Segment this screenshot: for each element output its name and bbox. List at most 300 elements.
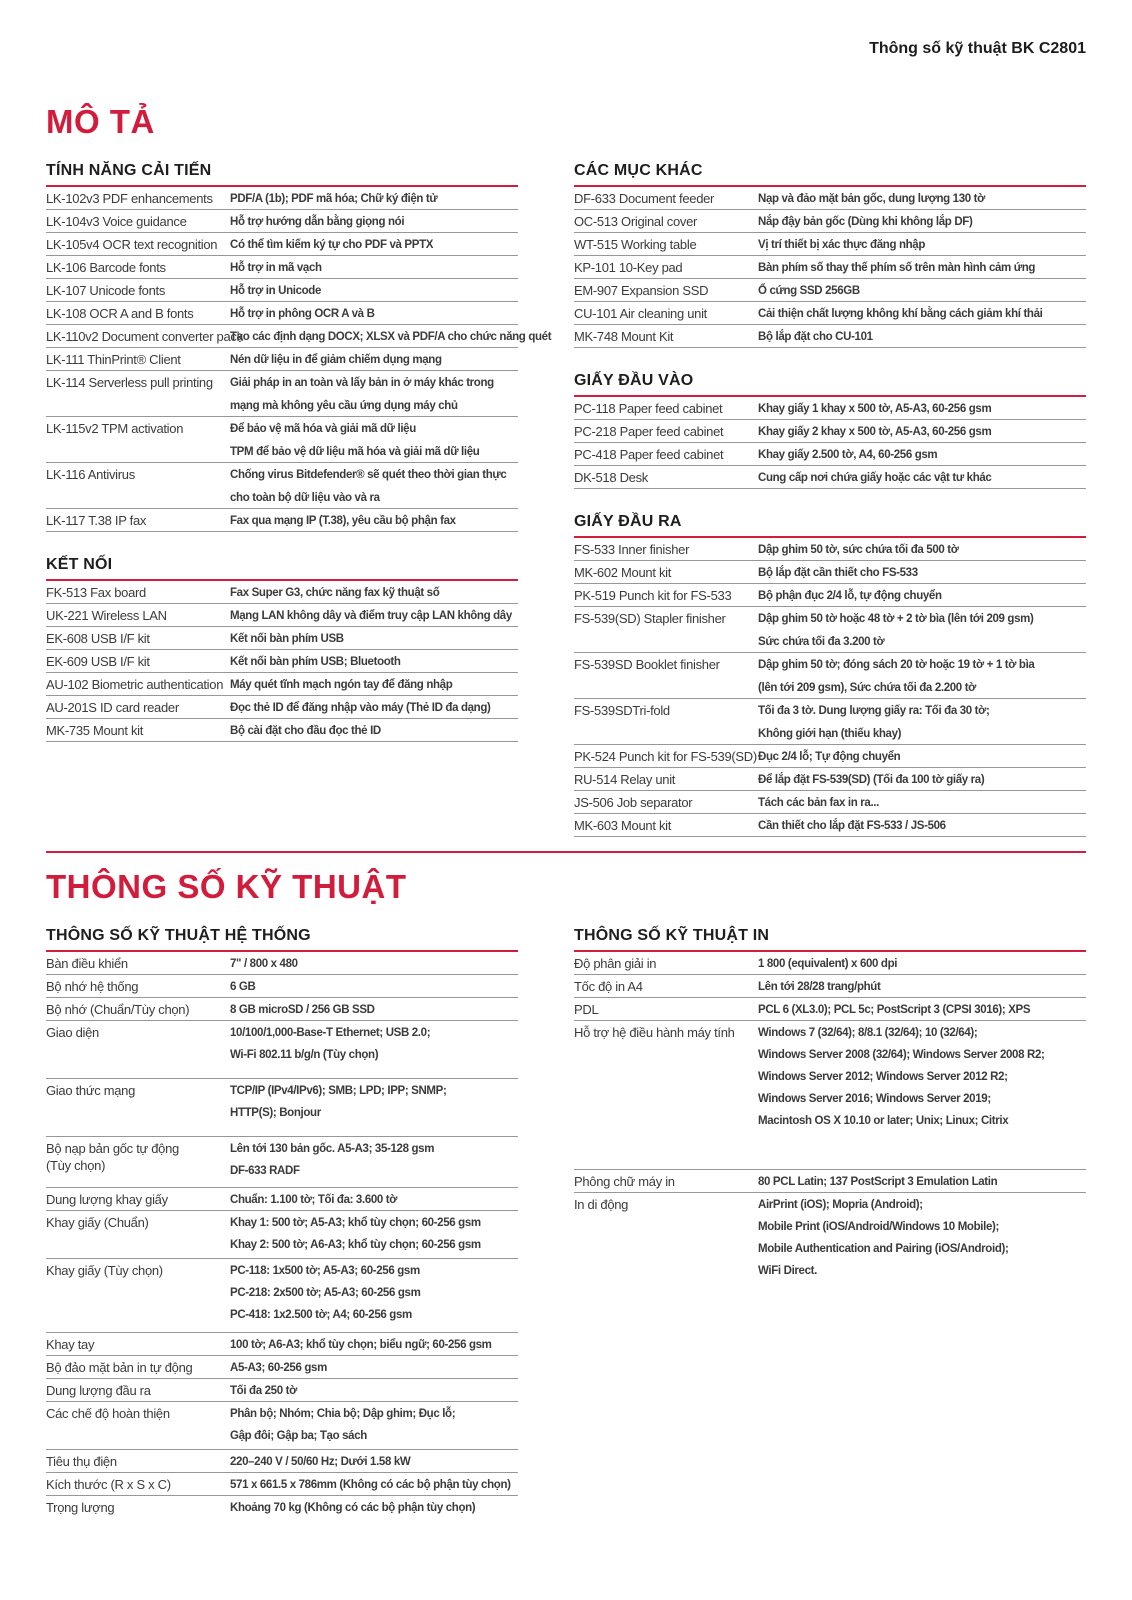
specifications-column-right (574, 927, 1086, 1518)
row-desc (758, 328, 1086, 345)
row-label (574, 748, 758, 765)
row-desc (758, 702, 1086, 742)
row-desc-line: Dập ghim 50 tờ; đóng sách 20 tờ hoặc 19 tờ + 1 tờ bìa (758, 659, 1035, 671)
spec-row (46, 463, 518, 509)
row-label (46, 1214, 230, 1231)
spec-section (46, 162, 552, 532)
description-grid (46, 162, 1086, 837)
row-desc (758, 978, 1086, 995)
spec-row (46, 650, 518, 673)
row-desc-line: Không giới hạn (thiếu khay) (758, 728, 902, 740)
row-desc-line: Cần thiết cho lắp đặt FS-533 / JS-506 (758, 820, 946, 832)
row-desc-line: Tách các bản fax in ra... (758, 797, 879, 809)
row-desc-line: 6 GB (230, 981, 256, 993)
row-desc-line: Hỗ trợ hướng dẫn bằng giọng nói (230, 216, 405, 228)
row-label-line: LK-107 Unicode fonts (46, 283, 166, 298)
row-desc-line: Chuẩn: 1.100 tờ; Tối đa: 3.600 tờ (230, 1194, 398, 1206)
row-desc-line: Bàn phím số thay thế phím số trên màn hình cảm ứng (758, 262, 1036, 274)
row-desc (230, 328, 552, 345)
row-desc (230, 351, 518, 368)
spec-row (46, 256, 518, 279)
spec-row (574, 302, 1086, 325)
row-desc (230, 466, 518, 506)
row-desc-line: 80 PCL Latin; 137 PostScript 3 Emulation Latin (758, 1176, 998, 1188)
row-desc-line: Nạp và đảo mặt bản gốc, dung lượng 130 tờ (758, 193, 985, 205)
section-rows (574, 397, 1086, 489)
row-label (46, 722, 230, 739)
row-desc (230, 374, 518, 414)
spec-row (574, 233, 1086, 256)
row-desc (758, 610, 1086, 650)
row-desc (230, 653, 518, 670)
row-label (46, 1499, 230, 1516)
document-title: Thông số kỹ thuật BK C2801 (869, 40, 1086, 57)
spec-row (574, 975, 1086, 998)
row-label-line: Giao thức mạng (46, 1083, 136, 1098)
row-desc (230, 584, 518, 601)
row-desc-line: (lên tới 209 gsm), Sức chứa tối đa 2.200 tờ (758, 682, 976, 694)
row-label-line: FK-513 Fax board (46, 585, 146, 600)
row-label-line: FS-539SDTri-fold (574, 703, 670, 718)
spec-section (46, 556, 518, 742)
row-label (46, 1359, 230, 1376)
row-label-line: FS-533 Inner finisher (574, 542, 690, 557)
row-desc-line: cho toàn bộ dữ liệu vào và ra (230, 492, 380, 504)
spec-row (46, 233, 518, 256)
spec-row (46, 1188, 518, 1211)
row-desc (230, 978, 518, 995)
spec-row (574, 561, 1086, 584)
row-label-line: PC-118 Paper feed cabinet (574, 401, 723, 416)
spec-row (46, 1137, 518, 1188)
spec-row (46, 673, 518, 696)
row-desc-line: Fax qua mạng IP (T.38), yêu cầu bộ phận fax (230, 515, 456, 527)
row-desc (230, 955, 518, 972)
row-desc-line: Macintosh OS X 10.10 or later; Unix; Linux; Citrix (758, 1115, 1009, 1127)
row-label-line: Giao diện (46, 1025, 99, 1040)
row-label (46, 512, 230, 529)
row-desc (230, 1336, 518, 1353)
row-label-line: FS-539SD Booklet finisher (574, 657, 720, 672)
spec-row (46, 509, 518, 532)
row-desc-line: Windows Server 2012; Windows Server 2012 R2; (758, 1071, 1008, 1083)
row-label (574, 610, 758, 627)
row-desc (230, 1191, 518, 1208)
row-desc-line: Mobile Print (iOS/Android/Windows 10 Mobile); (758, 1221, 999, 1233)
row-desc (230, 282, 518, 299)
row-label (46, 1024, 230, 1041)
row-label (46, 607, 230, 624)
spec-row (574, 1193, 1086, 1281)
spec-row (46, 187, 518, 210)
row-label (46, 1336, 230, 1353)
row-label (46, 676, 230, 693)
row-desc-line: Nắp đậy bản gốc (Dùng khi không lắp DF) (758, 216, 973, 228)
row-desc-line: Mobile Authentication and Pairing (iOS/Android); (758, 1243, 1009, 1255)
row-desc-line: Để bảo vệ mã hóa và giải mã dữ liệu (230, 423, 416, 435)
row-desc-line: Lên tới 130 bản gốc. A5-A3; 35-128 gsm (230, 1143, 435, 1155)
description-column-left (46, 162, 552, 837)
row-label-line: CU-101 Air cleaning unit (574, 306, 707, 321)
row-desc (758, 282, 1086, 299)
spec-row (46, 210, 518, 233)
section-rows (574, 952, 1086, 1281)
spec-section (574, 927, 1086, 1281)
row-label-line: Bộ nhớ (Chuẩn/Tùy chọn) (46, 1002, 190, 1017)
row-desc-line: Windows Server 2008 (32/64); Windows Server 2008 R2; (758, 1049, 1045, 1061)
spec-row (46, 1450, 518, 1473)
row-label (46, 374, 230, 391)
row-label (574, 1001, 758, 1018)
section-rows (46, 952, 518, 1518)
row-label (574, 587, 758, 604)
spec-section (574, 513, 1086, 837)
spec-row (574, 699, 1086, 745)
row-label-line: LK-114 Serverless pull printing (46, 375, 213, 390)
row-desc (758, 446, 1086, 463)
row-label (574, 1173, 758, 1190)
row-label (574, 1196, 758, 1213)
spec-row (46, 1473, 518, 1496)
spec-row (46, 581, 518, 604)
row-label (574, 656, 758, 673)
row-desc-line: Tạo các định dạng DOCX; XLSX và PDF/A cho chức năng quét (230, 331, 552, 343)
row-label-line: In di động (574, 1197, 629, 1212)
row-label-line: EK-608 USB I/F kit (46, 631, 150, 646)
row-label-line: AU-102 Biometric authentication (46, 677, 224, 692)
row-desc-line: PCL 6 (XL3.0); PCL 5c; PostScript 3 (CPSI 3016); XPS (758, 1004, 1031, 1016)
row-desc-line: TPM để bảo vệ dữ liệu mã hóa và giải mã dữ liệu (230, 446, 480, 458)
row-label-line: MK-735 Mount kit (46, 723, 144, 738)
row-label-line: Khay giấy (Tùy chọn) (46, 1263, 163, 1278)
row-label (46, 1476, 230, 1493)
row-desc (230, 1476, 518, 1493)
row-desc-line: Sức chứa tối đa 3.200 tờ (758, 636, 885, 648)
row-desc-line: Cải thiện chất lượng không khí bằng cách giảm khí thải (758, 308, 1043, 320)
row-label-line: Bộ đảo mặt bản in tự động (46, 1360, 193, 1375)
row-desc (758, 541, 1086, 558)
spec-row (46, 417, 518, 463)
row-desc-line: WiFi Direct. (758, 1265, 817, 1277)
row-desc (230, 1001, 518, 1018)
row-desc-line: Hỗ trợ in mã vạch (230, 262, 322, 274)
row-desc (230, 1405, 518, 1444)
row-label-line: Trọng lượng (46, 1500, 115, 1515)
row-desc-line: DF-633 RADF (230, 1165, 300, 1177)
row-desc (230, 259, 518, 276)
row-label (46, 236, 230, 253)
section-divider (46, 851, 1086, 853)
row-desc-line: Windows Server 2016; Windows Server 2019; (758, 1093, 991, 1105)
row-label-line: PK-524 Punch kit for FS-539(SD) (574, 749, 757, 764)
row-label-line: MK-602 Mount kit (574, 565, 672, 580)
spec-row (46, 1211, 518, 1259)
description-heading: MÔ TẢ (46, 103, 155, 140)
specifications-column-left (46, 927, 518, 1518)
row-label-line: LK-104v3 Voice guidance (46, 214, 187, 229)
row-label-line: DK-518 Desk (574, 470, 649, 485)
row-desc-line: Kết nối bàn phím USB (230, 633, 344, 645)
row-label-line: (Tùy chọn) (46, 1158, 106, 1173)
row-label (46, 1001, 230, 1018)
section-rows (574, 187, 1086, 348)
row-desc-line: Bộ lắp đặt cho CU-101 (758, 331, 873, 343)
row-label (46, 1191, 230, 1208)
row-desc (758, 587, 1086, 604)
row-desc (230, 1140, 518, 1179)
row-label (46, 699, 230, 716)
spec-row (46, 279, 518, 302)
spec-row (46, 325, 552, 348)
row-label-line: Dung lượng đầu ra (46, 1383, 151, 1398)
spec-row (574, 791, 1086, 814)
row-label (46, 420, 230, 437)
row-label (46, 351, 230, 368)
spec-row (574, 443, 1086, 466)
spec-section (574, 162, 1086, 348)
row-desc (230, 512, 518, 529)
spec-row (574, 210, 1086, 233)
spec-row (574, 538, 1086, 561)
row-desc-line: HTTP(S); Bonjour (230, 1107, 321, 1119)
row-desc-line: Gập đôi; Gập ba; Tạo sách (230, 1430, 367, 1442)
row-desc (758, 400, 1086, 417)
row-label (46, 328, 243, 345)
row-desc (758, 213, 1086, 230)
row-label-line: LK-111 ThinPrint® Client (46, 352, 181, 367)
row-desc-line: Giải pháp in an toàn và lấy bản in ở máy khác trong (230, 377, 494, 389)
spec-row (46, 348, 518, 371)
row-label-line: Bàn điều khiển (46, 956, 128, 971)
row-desc-line: 10/100/1,000-Base-T Ethernet; USB 2.0; (230, 1027, 431, 1039)
section-title: GIẤY ĐẦU VÀO (574, 372, 1086, 397)
row-desc (758, 656, 1086, 696)
row-desc-line: Khoảng 70 kg (Không có các bộ phận tùy chọn) (230, 1502, 476, 1514)
row-label-line: Tiêu thụ điện (46, 1454, 117, 1469)
section-title: GIẤY ĐẦU RA (574, 513, 1086, 538)
row-label (46, 1262, 230, 1279)
spec-section (574, 372, 1086, 489)
row-desc (758, 1001, 1086, 1018)
spec-row (574, 325, 1086, 348)
row-desc-line: PDF/A (1b); PDF mã hóa; Chữ ký điện tử (230, 193, 438, 205)
row-label (46, 213, 230, 230)
spec-row (46, 975, 518, 998)
row-label (574, 190, 758, 207)
row-desc-line: A5-A3; 60-256 gsm (230, 1362, 327, 1374)
row-label-line: DF-633 Document feeder (574, 191, 715, 206)
spec-row (574, 653, 1086, 699)
row-desc-line: Kết nối bàn phím USB; Bluetooth (230, 656, 401, 668)
row-desc-line: Có thể tìm kiếm ký tự cho PDF và PPTX (230, 239, 434, 251)
row-label-line: Bộ nạp bản gốc tự động (46, 1141, 179, 1156)
row-desc (230, 607, 518, 624)
row-desc (758, 748, 1086, 765)
section-rows (46, 187, 552, 532)
spec-row (46, 1496, 518, 1518)
spec-row (574, 952, 1086, 975)
row-label-line: PC-418 Paper feed cabinet (574, 447, 724, 462)
row-desc-line: 220–240 V / 50/60 Hz; Dưới 1.58 kW (230, 1456, 411, 1468)
row-label (46, 630, 230, 647)
row-desc (758, 190, 1086, 207)
row-desc-line: Vị trí thiết bị xác thực đăng nhập (758, 239, 926, 251)
row-desc-line: Bộ cài đặt cho đầu đọc thẻ ID (230, 725, 381, 737)
row-desc-line: Đục 2/4 lỗ; Tự động chuyển (758, 751, 901, 763)
row-label (46, 584, 230, 601)
row-label (574, 305, 758, 322)
section-title: CÁC MỤC KHÁC (574, 162, 1086, 187)
row-label (46, 466, 230, 483)
row-desc-line: AirPrint (iOS); Mopria (Android); (758, 1199, 923, 1211)
row-desc-line: Lên tới 28/28 trang/phút (758, 981, 881, 993)
row-label (574, 978, 758, 995)
row-label (574, 817, 758, 834)
row-desc (230, 305, 518, 322)
row-label-line: Các chế độ hoàn thiện (46, 1406, 170, 1421)
spec-row (46, 719, 518, 742)
row-label (574, 423, 758, 440)
section-title: THÔNG SỐ KỸ THUẬT HỆ THỐNG (46, 927, 518, 952)
row-desc (758, 469, 1086, 486)
row-desc-line: Dập ghim 50 tờ hoặc 48 tờ + 2 tờ bìa (lên tới 209 gsm) (758, 613, 1034, 625)
row-label-line: JS-506 Job separator (574, 795, 693, 810)
row-label-line: Dung lượng khay giấy (46, 1192, 168, 1207)
row-label-line: OC-513 Original cover (574, 214, 698, 229)
row-label (574, 446, 758, 463)
section-title: THÔNG SỐ KỸ THUẬT IN (574, 927, 1086, 952)
row-label (46, 259, 230, 276)
row-desc-line: Phân bộ; Nhóm; Chia bộ; Dập ghim; Đục lỗ; (230, 1408, 456, 1420)
row-desc (230, 236, 518, 253)
row-desc (230, 1082, 518, 1121)
row-desc (758, 305, 1086, 322)
spec-row (46, 1379, 518, 1402)
row-desc (758, 1196, 1086, 1279)
section-title: TÍNH NĂNG CẢI TIẾN (46, 162, 518, 187)
row-desc-line: Khay 1: 500 tờ; A5-A3; khổ tùy chọn; 60-256 gsm (230, 1217, 481, 1229)
spec-row (574, 584, 1086, 607)
row-desc-line: Ổ cứng SSD 256GB (758, 285, 860, 297)
row-desc (758, 794, 1086, 811)
row-label-line: RU-514 Relay unit (574, 772, 676, 787)
row-label (46, 282, 230, 299)
row-label (574, 328, 758, 345)
spec-row (574, 466, 1086, 489)
spec-row (46, 627, 518, 650)
row-label-line: PC-218 Paper feed cabinet (574, 424, 724, 439)
row-desc-line: PC-118: 1x500 tờ; A5-A3; 60-256 gsm (230, 1265, 420, 1277)
row-label (574, 469, 758, 486)
row-desc-line: 571 x 661.5 x 786mm (Không có các bộ phận tùy chọn) (230, 1479, 511, 1491)
row-desc-line: Máy quét tĩnh mạch ngón tay để đăng nhập (230, 679, 453, 691)
row-desc-line: Wi-Fi 802.11 b/g/n (Tùy chọn) (230, 1049, 379, 1061)
spec-row (574, 397, 1086, 420)
spec-row (46, 371, 518, 417)
row-label-line: LK-106 Barcode fonts (46, 260, 166, 275)
row-label (574, 1024, 758, 1041)
specifications-heading: THÔNG SỐ KỸ THUẬT (46, 868, 407, 905)
row-desc-line: Dập ghim 50 tờ, sức chứa tối đa 500 tờ (758, 544, 959, 556)
spec-row (574, 1021, 1086, 1170)
row-desc-line: Khay 2: 500 tờ; A6-A3; khổ tùy chọn; 60-256 gsm (230, 1239, 481, 1251)
row-desc-line: Chống virus Bitdefender® sẽ quét theo thời gian thực (230, 469, 507, 481)
row-desc-line: 100 tờ; A6-A3; khổ tùy chọn; biểu ngữ; 60-256 gsm (230, 1339, 492, 1351)
row-label-line: Hỗ trợ hệ điều hành máy tính (574, 1025, 735, 1040)
spec-row (574, 768, 1086, 791)
row-label (46, 653, 230, 670)
spec-row (46, 696, 518, 719)
row-desc (230, 1262, 518, 1323)
row-desc-line: Tối đa 250 tờ (230, 1385, 297, 1397)
row-desc (758, 259, 1086, 276)
row-label (46, 955, 230, 972)
specifications-grid (46, 927, 1086, 1518)
row-desc-line: Đọc thẻ ID để đăng nhập vào máy (Thẻ ID đa dạng) (230, 702, 491, 714)
spec-row (574, 998, 1086, 1021)
spec-row (46, 1021, 518, 1079)
row-desc (230, 676, 518, 693)
row-desc (230, 1359, 518, 1376)
row-desc (230, 1382, 518, 1399)
row-label (46, 978, 230, 995)
document-header (46, 0, 1086, 58)
row-label-line: LK-110v2 Document converter pack (46, 329, 243, 344)
row-desc (230, 1024, 518, 1063)
row-desc-line: Hỗ trợ in Unicode (230, 285, 322, 297)
row-desc-line: Khay giấy 2 khay x 500 tờ, A5-A3, 60-256 gsm (758, 426, 992, 438)
row-desc (758, 1173, 1086, 1190)
row-label (574, 702, 758, 719)
row-label (46, 1453, 230, 1470)
row-label (574, 541, 758, 558)
row-desc-line: Hỗ trợ in phông OCR A và B (230, 308, 375, 320)
spec-row (574, 814, 1086, 837)
spec-row (46, 1259, 518, 1333)
row-desc (758, 771, 1086, 788)
row-desc (758, 423, 1086, 440)
row-desc (230, 1453, 518, 1470)
row-label (574, 794, 758, 811)
spec-row (46, 302, 518, 325)
row-desc (230, 630, 518, 647)
row-desc-line: Bộ lắp đặt cần thiết cho FS-533 (758, 567, 918, 579)
spec-row (46, 998, 518, 1021)
row-desc (758, 564, 1086, 581)
spec-row (574, 187, 1086, 210)
row-label (574, 955, 758, 972)
row-label-line: Khay tay (46, 1337, 95, 1352)
spec-row (574, 607, 1086, 653)
row-label-line: Phông chữ máy in (574, 1174, 675, 1189)
row-label-line: UK-221 Wireless LAN (46, 608, 167, 623)
row-label-line: LK-115v2 TPM activation (46, 421, 184, 436)
spec-row (574, 745, 1086, 768)
row-label-line: Độ phân giải in (574, 956, 657, 971)
row-label-line: LK-117 T.38 IP fax (46, 513, 147, 528)
row-desc (230, 722, 518, 739)
row-desc (230, 190, 518, 207)
row-label (574, 259, 758, 276)
row-desc (230, 1499, 518, 1516)
row-label-line: MK-748 Mount Kit (574, 329, 674, 344)
row-desc-line: Nén dữ liệu in để giảm chiếm dụng mạng (230, 354, 442, 366)
row-desc-line: PC-418: 1x2.500 tờ; A4; 60-256 gsm (230, 1309, 412, 1321)
row-desc-line: Mạng LAN không dây và điểm truy cập LAN không dây (230, 610, 512, 622)
row-label (574, 213, 758, 230)
row-desc-line: 7" / 800 x 480 (230, 958, 298, 970)
row-label-line: AU-201S ID card reader (46, 700, 179, 715)
